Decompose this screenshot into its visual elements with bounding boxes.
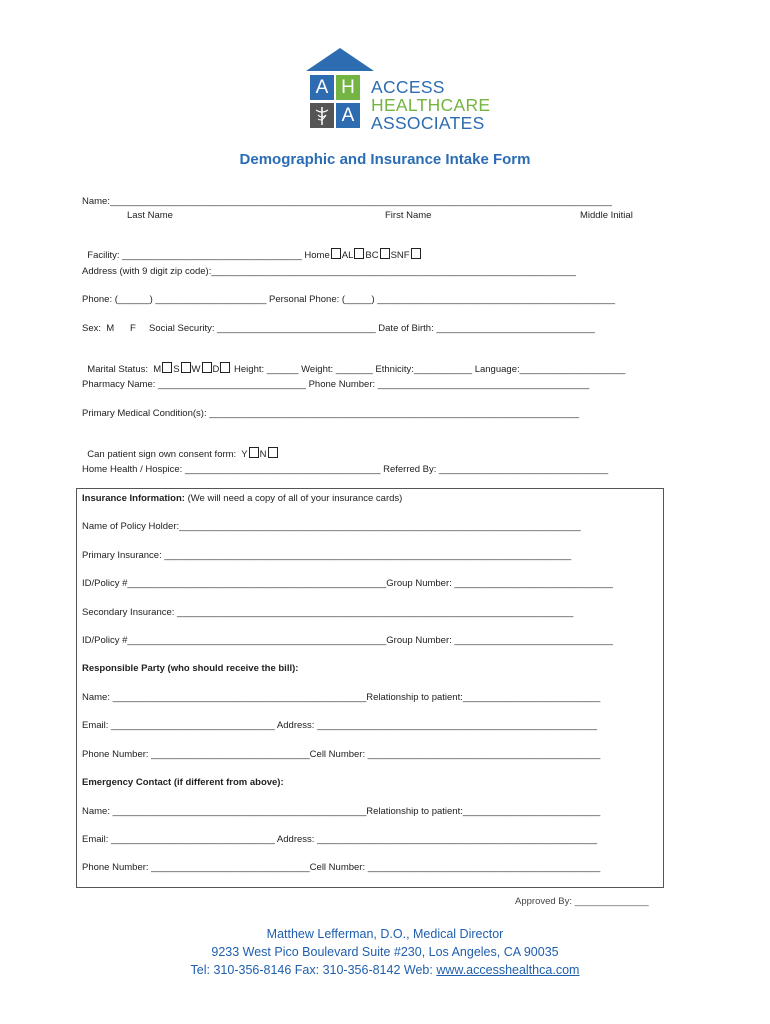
- secondary-id-field[interactable]: ID/Policy #_________________________________________________Group Number: ______________________________: [82, 635, 613, 646]
- footer-address: 9233 West Pico Boulevard Suite #230, Los Angeles, CA 90035: [211, 945, 559, 959]
- policy-holder-field[interactable]: Name of Policy Holder:____________________________________________________________________________: [82, 521, 581, 532]
- footer-phone-fax: Tel: 310-356-8146 Fax: 310-356-8142 Web:: [190, 963, 437, 977]
- website-link[interactable]: www.accesshealthca.com: [436, 963, 580, 977]
- primary-id-field[interactable]: ID/Policy #_________________________________________________Group Number: ______________________________: [82, 578, 613, 589]
- logo-line-access: ACCESS: [371, 77, 445, 97]
- consent-no-label: N: [259, 449, 267, 460]
- address-field[interactable]: Address (with 9 digit zip code):_____________________________________________________________________: [82, 266, 576, 277]
- logo-line-associates: ASSOCIATES: [371, 113, 485, 133]
- sex-ssn-dob-row[interactable]: Sex: M F Social Security: ______________________________ Date of Birth: ______________________________: [82, 323, 595, 334]
- emergency-name-field[interactable]: Name: ________________________________________________Relationship to patient:__________________________: [82, 806, 601, 817]
- logo-tile-caduceus: [310, 103, 334, 128]
- hospice-field[interactable]: Home Health / Hospice: _____________________________________ Referred By: ________________________________: [82, 464, 609, 475]
- logo-tile-h: H: [336, 75, 360, 100]
- middle-initial-label: Middle Initial: [580, 210, 633, 221]
- widowed-label: W: [191, 364, 201, 375]
- emergency-phone-field[interactable]: Phone Number: ______________________________Cell Number: ____________________________________________: [82, 862, 601, 873]
- al-checkbox[interactable]: [354, 248, 364, 259]
- phone-field[interactable]: Phone: (______) _____________________ Personal Phone: (_____) _____________________________________________: [82, 294, 616, 305]
- insurance-section: [76, 488, 664, 888]
- footer-director: Matthew Lefferman, D.O., Medical Director: [266, 927, 504, 941]
- caduceus-icon: [310, 103, 334, 128]
- marital-label: Marital Status: M: [87, 364, 162, 375]
- snf-label: SNF: [390, 250, 410, 261]
- pharmacy-field[interactable]: Pharmacy Name: ____________________________ Phone Number: ________________________________________: [82, 379, 590, 390]
- secondary-insurance-field[interactable]: Secondary Insurance: ___________________________________________________________________________: [82, 607, 574, 618]
- al-label: AL: [341, 250, 354, 261]
- logo-line-healthcare: HEALTHCARE: [371, 95, 491, 115]
- responsible-email-field[interactable]: Email: _______________________________ Address: _____________________________________________________: [82, 720, 598, 731]
- height-weight-fields[interactable]: Height: ______ Weight: _______ Ethnicity:___________ Language:____________________: [231, 364, 626, 375]
- divorced-checkbox[interactable]: [220, 362, 230, 373]
- single-label: S: [173, 364, 180, 375]
- bc-checkbox[interactable]: [380, 248, 390, 259]
- logo-roof-icon: [300, 47, 380, 77]
- logo: [300, 47, 490, 133]
- facility-field[interactable]: Facility: __________________________________ Home: [87, 250, 330, 261]
- consent-row: [82, 436, 279, 460]
- insurance-note: (We will need a copy of all of your insurance cards): [184, 493, 403, 504]
- responsible-phone-field[interactable]: Phone Number: ______________________________Cell Number: ____________________________________________: [82, 749, 601, 760]
- insurance-heading-label: Insurance Information:: [82, 493, 185, 504]
- responsible-name-field[interactable]: Name: ________________________________________________Relationship to patient:__________________________: [82, 692, 601, 703]
- facility-row: [82, 237, 422, 261]
- logo-tile-a2: A: [336, 103, 360, 128]
- single-checkbox[interactable]: [181, 362, 191, 373]
- name-field[interactable]: Name:_______________________________________________________________________________________________: [82, 196, 612, 207]
- consent-no-checkbox[interactable]: [268, 447, 278, 458]
- form-title: Demographic and Insurance Intake Form: [239, 151, 531, 168]
- bc-label: BC: [365, 250, 379, 261]
- divorced-label: D: [212, 364, 220, 375]
- logo-tile-a: A: [310, 75, 334, 100]
- snf-checkbox[interactable]: [411, 248, 421, 259]
- widowed-checkbox[interactable]: [202, 362, 212, 373]
- footer-contact: [0, 963, 770, 977]
- responsible-heading: Responsible Party (who should receive the bill):: [82, 663, 299, 674]
- insurance-heading: [82, 493, 402, 504]
- primary-insurance-field[interactable]: Primary Insurance: _____________________________________________________________________________: [82, 550, 572, 561]
- first-name-label: First Name: [385, 210, 432, 221]
- approved-by-field[interactable]: Approved By: ______________: [515, 896, 649, 907]
- emergency-heading: Emergency Contact (if different from above):: [82, 777, 284, 788]
- married-checkbox[interactable]: [162, 362, 172, 373]
- marital-row: [82, 351, 625, 375]
- consent-label: Can patient sign own consent form: Y: [87, 449, 248, 460]
- condition-field[interactable]: Primary Medical Condition(s): ______________________________________________________________________: [82, 408, 580, 419]
- home-checkbox[interactable]: [331, 248, 341, 259]
- consent-yes-checkbox[interactable]: [249, 447, 259, 458]
- last-name-label: Last Name: [127, 210, 173, 221]
- emergency-email-field[interactable]: Email: _______________________________ Address: _____________________________________________________: [82, 834, 598, 845]
